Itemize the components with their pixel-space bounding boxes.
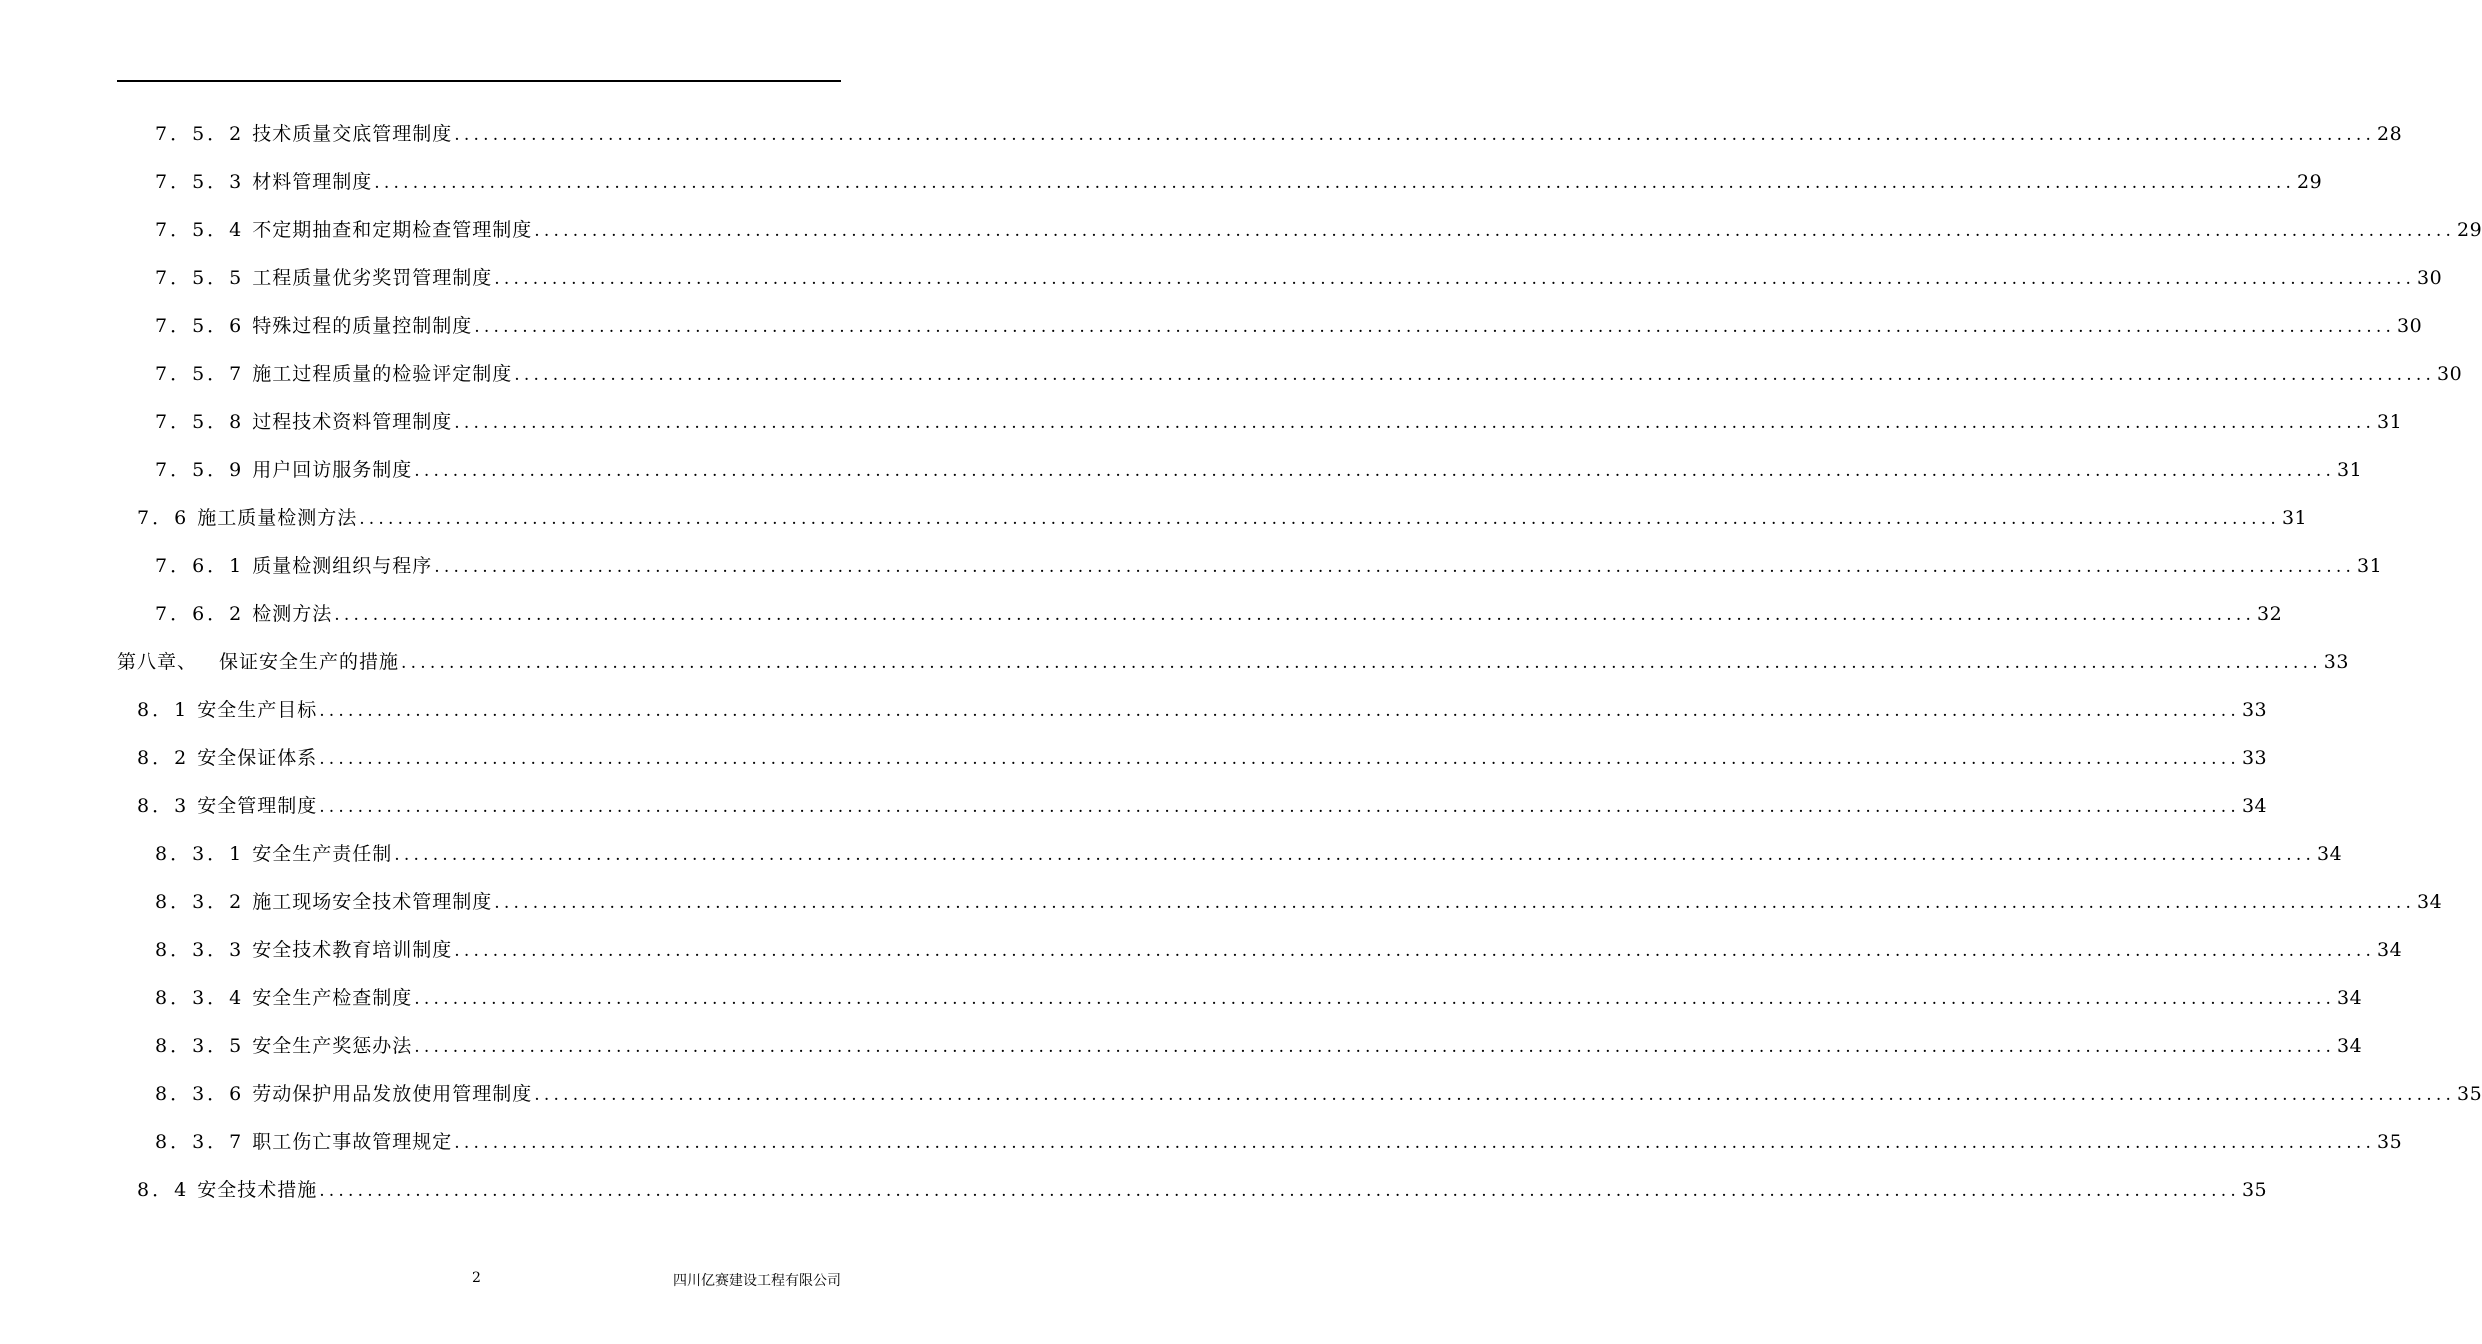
toc-entry-page: 31 xyxy=(2337,459,2363,481)
toc-dot-leader: ........................................................................................................................................................................................................ xyxy=(494,893,2416,913)
toc-entry-page: 29 xyxy=(2297,171,2323,193)
toc-entry-title: 安全生产责任制 xyxy=(252,843,393,865)
toc-entry-number: 7．6．2 xyxy=(155,603,245,625)
toc-entry-title: 技术质量交底管理制度 xyxy=(252,123,453,145)
toc-entry-page: 33 xyxy=(2241,699,2268,721)
toc-dot-leader: ........................................................................................................................................................................................................ xyxy=(414,461,2336,481)
toc-entry-number: 7．5．6 xyxy=(155,315,245,337)
toc-entry[interactable] xyxy=(117,1070,2482,1118)
toc-entry[interactable] xyxy=(117,686,2268,734)
toc-dot-leader: ........................................................................................................................................................................................................ xyxy=(514,365,2436,385)
toc-dot-leader: ........................................................................................................................................................................................................ xyxy=(374,173,2296,193)
header-rule xyxy=(117,80,841,82)
toc-entry-number: 8．2 xyxy=(137,747,190,769)
toc-entry-title: 质量检测组织与程序 xyxy=(252,555,433,577)
toc-entry[interactable] xyxy=(117,1118,2403,1166)
toc-dot-leader: ........................................................................................................................................................................................................ xyxy=(414,989,2336,1009)
toc-dot-leader: ........................................................................................................................................................................................................ xyxy=(434,557,2356,577)
toc-entry-number: 8．4 xyxy=(137,1179,190,1201)
toc-entry[interactable] xyxy=(117,254,2443,302)
toc-entry-number: 7．5．4 xyxy=(155,219,245,241)
toc-entry-title: 特殊过程的质量控制制度 xyxy=(252,315,473,337)
toc-entry-number: 8．3．4 xyxy=(155,987,245,1009)
toc-entry[interactable] xyxy=(117,782,2268,830)
toc-entry-page: 28 xyxy=(2377,123,2403,145)
toc-entry[interactable] xyxy=(117,206,2482,254)
toc-entry-page: 31 xyxy=(2281,507,2308,529)
toc-entry-number: 8．3 xyxy=(137,795,190,817)
toc-entry-title: 过程技术资料管理制度 xyxy=(252,411,453,433)
toc-dot-leader: ........................................................................................................................................................................................................ xyxy=(394,845,2316,865)
toc-entry-page: 32 xyxy=(2257,603,2283,625)
toc-entry-page: 31 xyxy=(2377,411,2403,433)
toc-entry[interactable] xyxy=(117,494,2308,542)
toc-entry-number: 7．6．1 xyxy=(155,555,245,577)
toc-entry[interactable] xyxy=(117,1166,2268,1214)
toc-entry[interactable] xyxy=(117,974,2363,1022)
toc-dot-leader: ........................................................................................................................................................................................................ xyxy=(454,125,2376,145)
toc-entry-page: 29 xyxy=(2457,219,2482,241)
toc-entry-title: 不定期抽查和定期检查管理制度 xyxy=(252,219,533,241)
toc-entry[interactable] xyxy=(117,398,2403,446)
toc-entry-title: 材料管理制度 xyxy=(252,171,373,193)
toc-entry[interactable] xyxy=(117,446,2363,494)
toc-entry-title: 保证安全生产的措施 xyxy=(219,651,400,673)
toc-dot-leader: ........................................................................................................................................................................................................ xyxy=(319,749,2240,769)
toc-entry[interactable] xyxy=(117,830,2343,878)
toc-entry-page: 35 xyxy=(2241,1179,2268,1201)
toc-entry[interactable] xyxy=(117,302,2423,350)
toc-dot-leader: ........................................................................................................................................................................................................ xyxy=(454,1133,2376,1153)
toc-entry-number: 7．5．8 xyxy=(155,411,245,433)
toc-entry-page: 34 xyxy=(2241,795,2268,817)
toc-entry-title: 劳动保护用品发放使用管理制度 xyxy=(252,1083,533,1105)
table-of-contents xyxy=(117,110,2482,1214)
toc-entry-title: 施工现场安全技术管理制度 xyxy=(252,891,493,913)
toc-entry-page: 34 xyxy=(2337,987,2363,1009)
toc-entry-page: 33 xyxy=(2323,651,2349,673)
toc-entry-page: 33 xyxy=(2241,747,2268,769)
toc-entry-page: 34 xyxy=(2417,891,2443,913)
toc-entry-number: 8．3．7 xyxy=(155,1131,245,1153)
toc-dot-leader: ........................................................................................................................................................................................................ xyxy=(474,317,2396,337)
toc-entry-title: 安全保证体系 xyxy=(197,747,318,769)
toc-entry-page: 34 xyxy=(2377,939,2403,961)
toc-entry-title: 用户回访服务制度 xyxy=(252,459,413,481)
toc-entry-number: 8．3．1 xyxy=(155,843,245,865)
toc-dot-leader: ........................................................................................................................................................................................................ xyxy=(319,701,2240,721)
toc-entry[interactable] xyxy=(117,158,2323,206)
footer-page-number: 2 xyxy=(472,1270,481,1286)
toc-entry-page: 34 xyxy=(2337,1035,2363,1057)
toc-entry-title: 职工伤亡事故管理规定 xyxy=(252,1131,453,1153)
toc-entry[interactable] xyxy=(117,542,2383,590)
toc-entry[interactable] xyxy=(117,110,2403,158)
toc-entry-number: 7．5．3 xyxy=(155,171,245,193)
toc-entry[interactable] xyxy=(117,734,2268,782)
toc-entry-number: 8．3．2 xyxy=(155,891,245,913)
toc-entry-page: 30 xyxy=(2437,363,2463,385)
toc-entry-number: 8．1 xyxy=(137,699,190,721)
toc-entry-title: 安全生产奖惩办法 xyxy=(252,1035,413,1057)
toc-dot-leader: ........................................................................................................................................................................................................ xyxy=(401,653,2322,673)
toc-entry-title: 安全技术教育培训制度 xyxy=(252,939,453,961)
toc-dot-leader: ........................................................................................................................................................................................................ xyxy=(319,797,2240,817)
toc-entry[interactable] xyxy=(117,878,2443,926)
toc-entry-number: 7．5．9 xyxy=(155,459,245,481)
toc-entry-title: 安全技术措施 xyxy=(197,1179,318,1201)
toc-entry-number: 8．3．5 xyxy=(155,1035,245,1057)
toc-entry[interactable] xyxy=(117,1022,2363,1070)
toc-dot-leader: ........................................................................................................................................................................................................ xyxy=(359,509,2280,529)
toc-entry-title: 工程质量优劣奖罚管理制度 xyxy=(252,267,493,289)
toc-entry-title: 安全生产检查制度 xyxy=(252,987,413,1009)
toc-entry-page: 35 xyxy=(2377,1131,2403,1153)
toc-dot-leader: ........................................................................................................................................................................................................ xyxy=(454,413,2376,433)
toc-dot-leader: ........................................................................................................................................................................................................ xyxy=(534,221,2456,241)
toc-dot-leader: ........................................................................................................................................................................................................ xyxy=(319,1181,2240,1201)
toc-dot-leader: ........................................................................................................................................................................................................ xyxy=(334,605,2256,625)
toc-entry-title: 安全管理制度 xyxy=(197,795,318,817)
toc-dot-leader: ........................................................................................................................................................................................................ xyxy=(494,269,2416,289)
toc-entry-number: 7．5．7 xyxy=(155,363,245,385)
toc-entry-page: 34 xyxy=(2317,843,2343,865)
toc-entry-number: 7．6 xyxy=(137,507,190,529)
toc-entry[interactable] xyxy=(117,590,2283,638)
toc-entry-title: 施工过程质量的检验评定制度 xyxy=(252,363,513,385)
toc-entry-page: 31 xyxy=(2357,555,2383,577)
toc-entry-page: 35 xyxy=(2457,1083,2482,1105)
toc-entry-title: 施工质量检测方法 xyxy=(197,507,358,529)
toc-entry-number: 7．5．5 xyxy=(155,267,245,289)
toc-entry-title: 检测方法 xyxy=(252,603,333,625)
toc-entry-number: 8．3．6 xyxy=(155,1083,245,1105)
toc-entry-page: 30 xyxy=(2397,315,2423,337)
toc-dot-leader: ........................................................................................................................................................................................................ xyxy=(414,1037,2336,1057)
toc-entry-title: 安全生产目标 xyxy=(197,699,318,721)
toc-entry-number: 第八章、 xyxy=(117,651,198,673)
toc-entry-number: 8．3．3 xyxy=(155,939,245,961)
toc-entry[interactable] xyxy=(117,926,2403,974)
footer-company-name: 四川亿赛建设工程有限公司 xyxy=(673,1273,841,1289)
toc-dot-leader: ........................................................................................................................................................................................................ xyxy=(534,1085,2456,1105)
toc-entry-number: 7．5．2 xyxy=(155,123,245,145)
toc-entry[interactable] xyxy=(117,350,2463,398)
toc-dot-leader: ........................................................................................................................................................................................................ xyxy=(454,941,2376,961)
toc-entry-page: 30 xyxy=(2417,267,2443,289)
toc-entry[interactable] xyxy=(117,638,2349,686)
